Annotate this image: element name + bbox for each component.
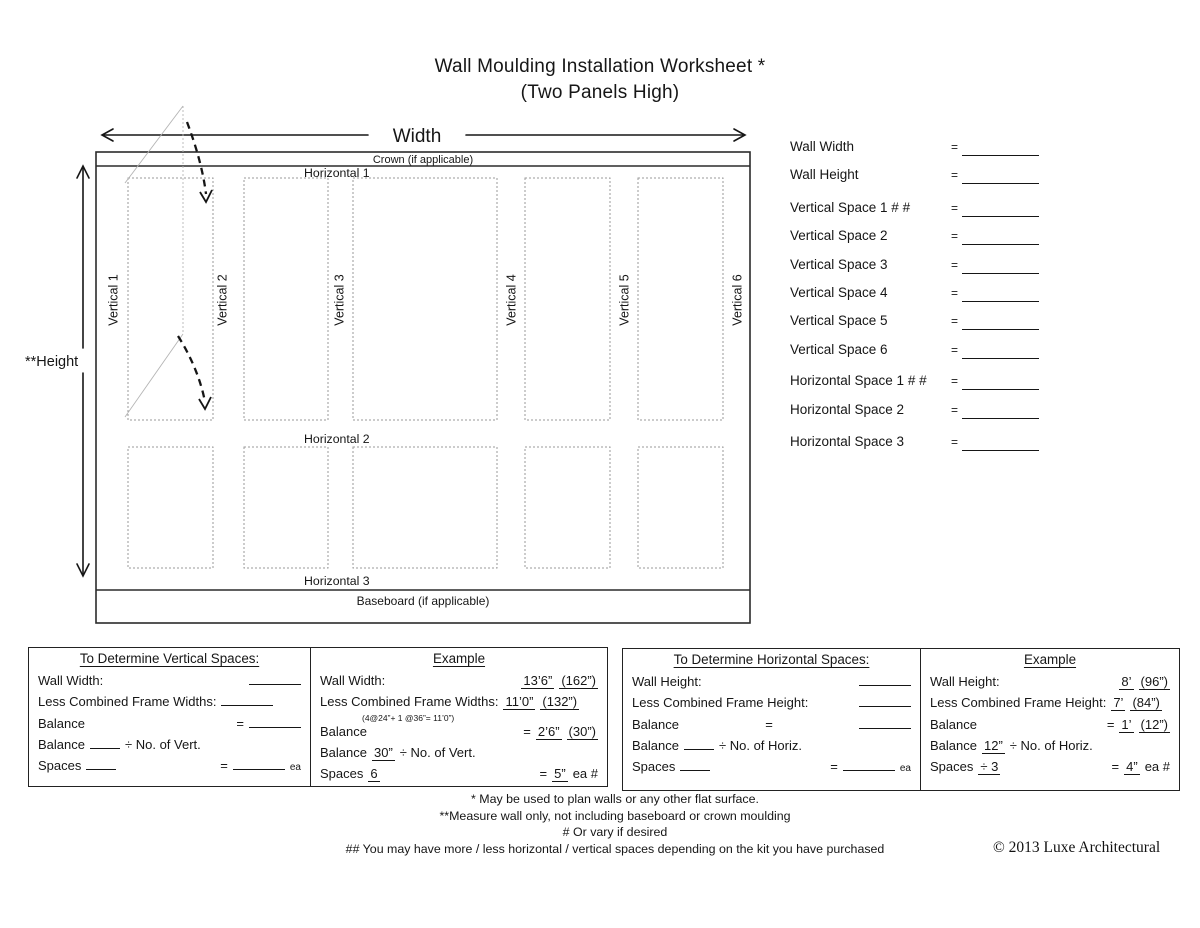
box-line xyxy=(930,695,1170,716)
box-value: (162”) xyxy=(561,673,596,688)
blank-line xyxy=(962,216,1039,217)
field-row-horizontal-space-3 xyxy=(790,434,1044,462)
field-label: Vertical Space 6 xyxy=(790,341,888,357)
field-label: Vertical Space 1 # # xyxy=(790,199,911,215)
field-row-vertical-space-2 xyxy=(790,228,1044,256)
field-label: Vertical Space 4 xyxy=(790,284,888,300)
width-dimension-label: Width xyxy=(392,126,442,147)
box-text: Balance xyxy=(38,715,85,731)
box-text: Balance xyxy=(38,736,85,752)
box-line xyxy=(930,738,1170,759)
blank-line xyxy=(86,769,116,770)
box-line xyxy=(38,758,301,779)
equals-sign: = xyxy=(951,314,959,329)
box-text: Balance xyxy=(320,744,367,760)
box-value: (30”) xyxy=(568,723,596,739)
box-text: ÷ No. of Vert. xyxy=(399,744,476,760)
blank-line xyxy=(249,727,301,728)
box-text: (4@24”+ 1 @36”= 11’0”) xyxy=(362,712,455,723)
box-text: Balance xyxy=(930,737,977,753)
box-heading: To Determine Vertical Spaces: xyxy=(79,651,260,666)
horizontal-rail-label-2: Horizontal 2 xyxy=(304,432,370,446)
box-line xyxy=(930,717,1170,738)
box-text: Wall Height: xyxy=(930,674,1000,689)
box-text: = xyxy=(1111,759,1120,775)
blank-line xyxy=(221,705,273,706)
box-value: 4” xyxy=(1126,759,1138,775)
box-text: = xyxy=(220,758,228,774)
box-heading-row xyxy=(930,652,1170,674)
box-text: Spaces xyxy=(930,759,974,775)
box-line xyxy=(632,738,911,759)
box-text: = xyxy=(523,723,531,739)
box-text: ÷ No. of Vert. xyxy=(124,736,201,752)
height-arrow xyxy=(77,166,89,576)
box-value: 5” xyxy=(554,766,566,782)
equals-sign: = xyxy=(951,257,959,272)
box-line xyxy=(320,745,598,766)
field-row-vertical-space-3 xyxy=(790,257,1044,285)
equals-sign: = xyxy=(951,342,959,357)
blank-line xyxy=(962,418,1039,419)
box-line xyxy=(320,766,598,787)
box-value: 13’6” xyxy=(523,673,553,688)
wall-outline xyxy=(96,152,750,623)
blank-line xyxy=(962,244,1039,245)
box-value: 1’ xyxy=(1121,716,1132,732)
vertical-rail-label-1: Vertical 1 xyxy=(106,274,121,326)
box-value: 11’0” xyxy=(505,694,534,710)
blank-line xyxy=(962,358,1039,359)
box-text: Wall Width: xyxy=(38,673,104,688)
box-value: 6 xyxy=(370,766,378,782)
box-line xyxy=(632,759,911,780)
calc-box-vertical-spaces xyxy=(28,647,311,787)
field-label: Horizontal Space 3 xyxy=(790,433,905,449)
footnote-1: * May be used to plan walls or any other flat surface. xyxy=(471,792,759,806)
box-value: ÷ 3 xyxy=(980,759,999,775)
blank-line xyxy=(233,769,285,770)
equals-sign: = xyxy=(951,200,959,215)
box-text: ÷ No. of Horiz. xyxy=(1009,737,1093,753)
box-value: 2’6” xyxy=(537,723,560,739)
box-value: (96”) xyxy=(1140,674,1168,689)
box-value: 30” xyxy=(373,744,393,760)
blank-line xyxy=(684,749,714,750)
blank-line xyxy=(859,728,911,729)
equals-sign: = xyxy=(951,229,959,244)
blank-line xyxy=(843,770,895,771)
box-text: Less Combined Frame Widths: xyxy=(38,694,217,710)
box-text: = xyxy=(830,759,838,775)
box-line xyxy=(930,674,1170,695)
box-text: Wall Width: xyxy=(320,673,386,688)
box-text: Spaces xyxy=(320,766,364,782)
box-heading: Example xyxy=(1023,652,1077,667)
box-text: = xyxy=(236,715,244,731)
box-text: Wall Height: xyxy=(632,674,702,689)
box-line xyxy=(632,674,911,695)
vertical-rail-label-2: Vertical 2 xyxy=(215,274,230,326)
field-row-horizontal-space-2 xyxy=(790,402,1044,430)
blank-line xyxy=(859,706,911,707)
blank-line xyxy=(249,684,301,685)
blank-line xyxy=(962,155,1039,156)
vertical-rail-label-4: Vertical 4 xyxy=(504,274,519,326)
box-text: Balance xyxy=(320,723,367,739)
footnote-2: **Measure wall only, not including baseboard or crown moulding xyxy=(439,808,791,823)
box-value: 12” xyxy=(983,737,1003,753)
box-value: (12”) xyxy=(1140,716,1168,732)
crown-label: Crown (if applicable) xyxy=(372,154,474,166)
box-text: Balance xyxy=(930,716,977,732)
box-line xyxy=(38,716,301,737)
baseboard-label: Baseboard (if applicable) xyxy=(356,594,490,608)
box-heading: Example xyxy=(432,651,486,666)
box-value: 7’ xyxy=(1113,695,1124,711)
field-label: Wall Height xyxy=(790,167,859,183)
box-text: ea # xyxy=(1144,759,1170,775)
box-text: = xyxy=(765,716,773,732)
blank-line xyxy=(680,770,710,771)
box-value: 8’ xyxy=(1121,674,1132,689)
blank-line xyxy=(859,685,911,686)
field-label: Vertical Space 5 xyxy=(790,313,888,329)
vertical-rail-label-6: Vertical 6 xyxy=(730,274,745,326)
blank-line xyxy=(962,183,1039,184)
blank-line xyxy=(962,301,1039,302)
box-text: = xyxy=(1106,716,1115,732)
box-value: (84”) xyxy=(1132,695,1160,711)
footnote-4: ## You may have more / less horizontal / vertical spaces depending on the kit you have purchased xyxy=(345,841,885,856)
equals-sign: = xyxy=(951,402,959,417)
measurement-fields xyxy=(790,139,1044,462)
box-line xyxy=(320,713,598,724)
box-text: Balance xyxy=(632,737,679,753)
field-row-wall-width xyxy=(790,139,1044,167)
box-heading-row xyxy=(38,651,301,673)
equals-sign: = xyxy=(951,168,959,183)
box-text: Spaces xyxy=(632,759,676,775)
box-line xyxy=(38,694,301,715)
box-line xyxy=(632,717,911,738)
calc-box-horizontal-example xyxy=(921,648,1180,791)
title-line-1: Wall Moulding Installation Worksheet * xyxy=(434,56,766,77)
box-text: Less Combined Frame Widths: xyxy=(320,694,499,710)
equals-sign: = xyxy=(951,285,959,300)
equals-sign: = xyxy=(951,434,959,449)
field-row-wall-height xyxy=(790,167,1044,195)
box-text: Less Combined Frame Height: xyxy=(632,695,809,711)
blank-line xyxy=(962,389,1039,390)
box-text: Balance xyxy=(632,716,679,732)
field-row-horizontal-space-1 xyxy=(790,373,1044,401)
calc-box-horizontal-spaces xyxy=(622,648,921,791)
box-text: ea xyxy=(289,762,301,774)
equals-sign: = xyxy=(951,374,959,389)
box-text: = xyxy=(539,766,548,782)
box-heading-row xyxy=(632,652,911,674)
horizontal-rail-label-3: Horizontal 3 xyxy=(304,574,370,588)
field-label: Horizontal Space 2 xyxy=(790,401,905,417)
box-text: ÷ No. of Horiz. xyxy=(718,737,802,753)
blank-line xyxy=(962,273,1039,274)
vertical-rail-label-3: Vertical 3 xyxy=(332,274,347,326)
box-heading-row xyxy=(320,651,598,673)
box-heading: To Determine Horizontal Spaces: xyxy=(673,652,870,667)
box-text: Less Combined Frame Height: xyxy=(930,695,1107,711)
copyright: © 2013 Luxe Architectural xyxy=(993,839,1161,856)
field-label: Horizontal Space 1 # # xyxy=(790,373,927,389)
field-row-vertical-space-1 xyxy=(790,200,1044,228)
box-line xyxy=(930,759,1170,780)
box-line xyxy=(632,695,911,716)
horizontal-rail-label-1: Horizontal 1 xyxy=(304,166,370,180)
height-dimension-label: **Height xyxy=(25,354,79,370)
equals-sign: = xyxy=(951,140,959,154)
box-text: ea xyxy=(899,763,911,775)
vertical-rail-label-5: Vertical 5 xyxy=(617,274,632,326)
field-label: Wall Width xyxy=(790,139,855,154)
wall-diagram xyxy=(20,95,770,640)
field-label: Vertical Space 3 xyxy=(790,256,888,272)
title-line-2: (Two Panels High) xyxy=(520,82,680,103)
box-line xyxy=(38,737,301,758)
box-text: Spaces xyxy=(38,758,82,774)
box-line xyxy=(38,673,301,694)
footnote-3: # Or vary if desired xyxy=(562,825,668,840)
box-value: (132”) xyxy=(542,694,578,710)
box-text: ea # xyxy=(572,766,598,782)
blank-line xyxy=(90,748,120,749)
box-line xyxy=(320,673,598,694)
field-label: Vertical Space 2 xyxy=(790,228,888,244)
blank-line xyxy=(962,329,1039,330)
box-line xyxy=(320,724,598,745)
field-row-vertical-space-4 xyxy=(790,285,1044,313)
calc-box-vertical-example xyxy=(311,647,608,787)
field-row-vertical-space-5 xyxy=(790,313,1044,341)
blank-line xyxy=(962,450,1039,451)
field-row-vertical-space-6 xyxy=(790,342,1044,370)
